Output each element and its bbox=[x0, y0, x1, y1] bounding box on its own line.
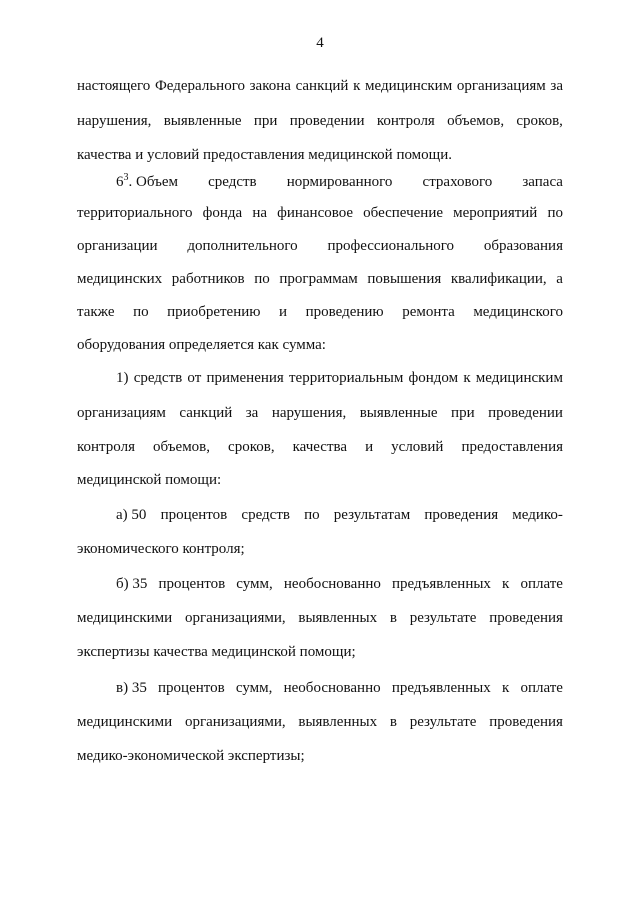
word: средств bbox=[241, 507, 290, 523]
word: организациями, bbox=[184, 714, 286, 730]
word: настоящего bbox=[77, 78, 151, 94]
word: объемов, bbox=[447, 113, 505, 129]
paragraph-1-line-5 bbox=[77, 302, 563, 322]
paragraph-0-line-1 bbox=[77, 76, 563, 96]
word: проведения bbox=[489, 610, 563, 626]
paragraph-2-line-1 bbox=[116, 368, 563, 388]
word: к bbox=[463, 370, 471, 386]
paragraph-5-line-2 bbox=[77, 712, 563, 732]
word: условий bbox=[391, 439, 444, 455]
paragraph-0-line-2 bbox=[77, 111, 563, 131]
word: медицинскими bbox=[77, 610, 173, 626]
word: при bbox=[451, 405, 475, 421]
word: применения bbox=[206, 370, 284, 386]
paragraph-3-line-1 bbox=[116, 505, 563, 525]
paragraph-2-line-3 bbox=[77, 437, 563, 457]
word: к bbox=[501, 680, 510, 696]
word: результатам bbox=[333, 507, 411, 523]
item-number-digit: 6 bbox=[116, 174, 124, 190]
word: предъявленных bbox=[392, 576, 491, 592]
word: качества bbox=[292, 439, 348, 455]
word: страхового bbox=[422, 174, 493, 190]
word: медицинского bbox=[473, 304, 563, 320]
word: процентов bbox=[158, 680, 225, 696]
paragraph-5-line-1 bbox=[116, 678, 563, 698]
word: необоснованно bbox=[283, 576, 381, 592]
word: территориального bbox=[77, 205, 193, 221]
word: от bbox=[187, 370, 202, 386]
word: к bbox=[353, 78, 361, 94]
word: проведении bbox=[488, 405, 563, 421]
word: за bbox=[550, 78, 563, 94]
word: медицинским bbox=[475, 370, 563, 386]
word: обеспечение bbox=[363, 205, 444, 221]
word: мероприятий bbox=[453, 205, 538, 221]
list-marker: а) bbox=[116, 507, 128, 523]
word: сроков, bbox=[228, 439, 275, 455]
word: проведения bbox=[424, 507, 499, 523]
list-marker: б) bbox=[116, 576, 129, 592]
word: необоснованно bbox=[283, 680, 381, 696]
word: проведению bbox=[305, 304, 384, 320]
list-marker: в) bbox=[116, 680, 129, 696]
word: повышения bbox=[367, 271, 442, 287]
word: организациям bbox=[77, 405, 166, 421]
word: нарушения, bbox=[77, 113, 152, 129]
word: к bbox=[502, 576, 510, 592]
word: 35 bbox=[131, 680, 147, 696]
word: выявленных bbox=[298, 610, 378, 626]
paragraph-0-line-3: качества и условий предоставления медицинской помощи. bbox=[77, 147, 452, 163]
word: Федерального bbox=[154, 78, 245, 94]
word: процентов bbox=[160, 507, 228, 523]
word: фондом bbox=[408, 370, 459, 386]
word: санкций bbox=[179, 405, 233, 421]
paragraph-1-line-4 bbox=[77, 269, 563, 289]
paragraph-1-line-3 bbox=[77, 236, 563, 256]
word: медицинским bbox=[365, 78, 453, 94]
word: медико- bbox=[512, 507, 563, 523]
word bbox=[116, 574, 147, 594]
word: территориальным bbox=[289, 370, 404, 386]
word: нормированного bbox=[286, 174, 393, 190]
word: процентов bbox=[158, 576, 226, 592]
word: объемов, bbox=[153, 439, 211, 455]
word: выявленные bbox=[359, 405, 438, 421]
word: средств bbox=[208, 174, 257, 190]
word: . Объем bbox=[128, 174, 178, 190]
word: по bbox=[254, 271, 270, 287]
word: контроля bbox=[376, 113, 435, 129]
word: запаса bbox=[522, 174, 563, 190]
word bbox=[116, 505, 146, 525]
word: по bbox=[133, 304, 149, 320]
word: ремонта bbox=[402, 304, 455, 320]
word: по bbox=[304, 507, 320, 523]
paragraph-4-line-3: экспертизы качества медицинской помощи; bbox=[77, 644, 356, 660]
word: результате bbox=[409, 610, 477, 626]
paragraph-2-line-4: медицинской помощи: bbox=[77, 472, 222, 488]
word: медицинских bbox=[77, 271, 163, 287]
word bbox=[116, 678, 147, 698]
word: и bbox=[365, 439, 374, 455]
word: предъявленных bbox=[391, 680, 491, 696]
word: по bbox=[547, 205, 563, 221]
word: проведения bbox=[489, 714, 563, 730]
paragraph-5-line-3: медико-экономической экспертизы; bbox=[77, 748, 305, 764]
word: дополнительного bbox=[187, 238, 298, 254]
paragraph-2-line-2 bbox=[77, 403, 563, 423]
word: профессионального bbox=[327, 238, 455, 254]
word: в bbox=[389, 610, 397, 626]
word: сумм, bbox=[236, 576, 273, 592]
word: закона bbox=[249, 78, 291, 94]
word: выявленных bbox=[298, 714, 378, 730]
word: образования bbox=[483, 238, 563, 254]
word: а bbox=[556, 271, 563, 287]
paragraph-1-line-1 bbox=[116, 172, 563, 192]
paragraph-1-line-2 bbox=[77, 203, 563, 223]
word: медицинскими bbox=[77, 714, 173, 730]
word: сумм, bbox=[235, 680, 273, 696]
word: финансовое bbox=[277, 205, 354, 221]
word: квалификации, bbox=[450, 271, 547, 287]
word: 35 bbox=[132, 576, 148, 592]
word: 50 bbox=[131, 507, 147, 523]
word: фонда bbox=[202, 205, 243, 221]
word: на bbox=[252, 205, 267, 221]
word: предоставления bbox=[461, 439, 563, 455]
word: при bbox=[253, 113, 278, 129]
word: средств bbox=[133, 370, 183, 386]
word: санкций bbox=[295, 78, 349, 94]
word: сроков, bbox=[516, 113, 563, 129]
word: нарушения, bbox=[271, 405, 347, 421]
paragraph-1-line-6: оборудования определяется как сумма: bbox=[77, 337, 326, 353]
word: приобретению bbox=[167, 304, 261, 320]
word: проведении bbox=[289, 113, 365, 129]
item-number-superscript: 3 bbox=[123, 172, 129, 183]
word: также bbox=[77, 304, 115, 320]
word: организации bbox=[77, 238, 158, 254]
word: за bbox=[245, 405, 259, 421]
word: в bbox=[389, 714, 397, 730]
word: программам bbox=[279, 271, 358, 287]
word: работников bbox=[171, 271, 245, 287]
word: результате bbox=[409, 714, 477, 730]
word: оплате bbox=[520, 576, 563, 592]
word: контроля bbox=[77, 439, 135, 455]
word: организациям bbox=[456, 78, 546, 94]
item-number bbox=[116, 172, 178, 192]
paragraph-4-line-2 bbox=[77, 608, 563, 628]
word: организациями, bbox=[184, 610, 286, 626]
word: оплате bbox=[520, 680, 563, 696]
word: и bbox=[279, 304, 288, 320]
paragraph-3-line-2: экономического контроля; bbox=[77, 541, 245, 557]
word: 1) bbox=[116, 370, 129, 386]
word: выявленные bbox=[163, 113, 242, 129]
page-number: 4 bbox=[316, 35, 324, 51]
paragraph-4-line-1 bbox=[116, 574, 563, 594]
